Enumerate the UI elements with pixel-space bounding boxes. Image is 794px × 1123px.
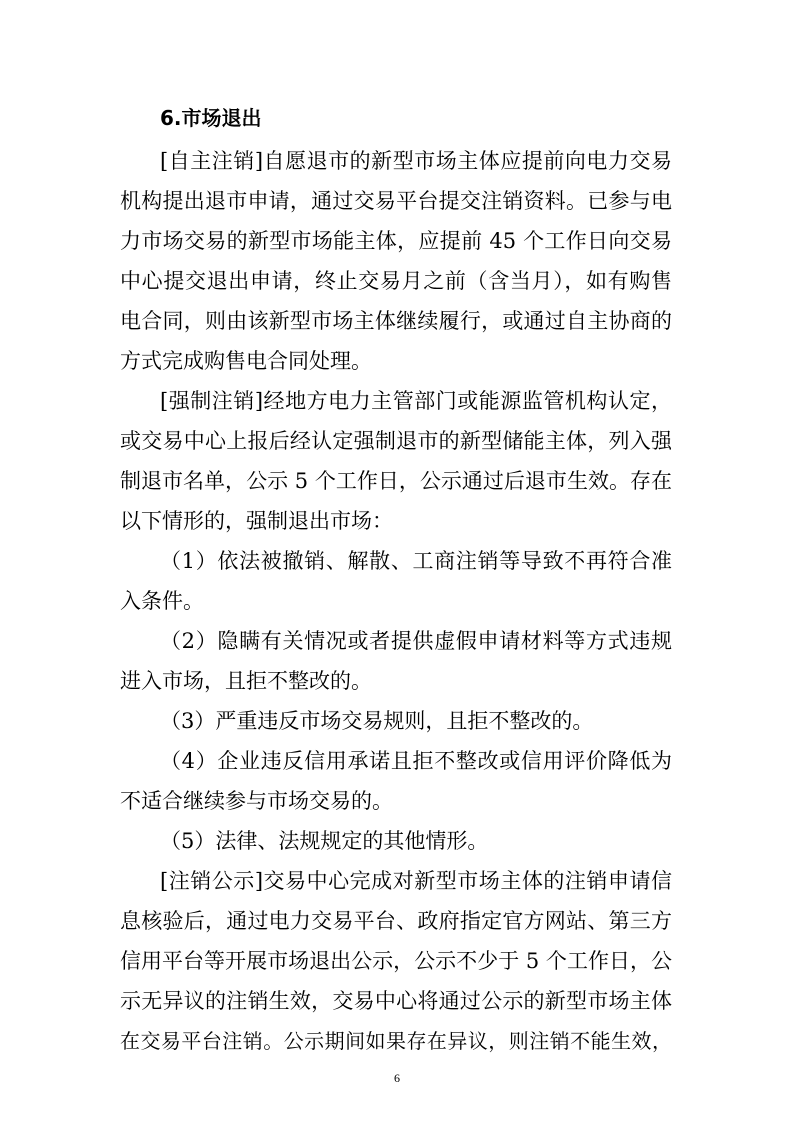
list-item-1-line-2: 入条件。	[120, 589, 204, 613]
para-self-deregistration-line-4: 中心提交退出申请，终止交易月之前（含当月），如有购售	[120, 269, 672, 293]
para-forced-deregistration-line-2: 或交易中心上报后经认定强制退市的新型储能主体，列入强	[120, 429, 672, 453]
list-item-5: （5）法律、法规规定的其他情形。	[160, 829, 489, 853]
list-item-2-line-1: （2）隐瞒有关情况或者提供虚假申请材料等方式违规	[160, 629, 672, 653]
list-item-3: （3）严重违反市场交易规则，且拒不整改的。	[160, 709, 594, 733]
para-forced-deregistration-line-1: [强制注销]经地方电力主管部门或能源监管机构认定，	[160, 389, 672, 413]
para-deregistration-notice-line-2: 息核验后，通过电力交易平台、政府指定官方网站、第三方	[120, 909, 672, 933]
para-deregistration-notice-line-5: 在交易平台注销。公示期间如果存在异议，则注销不能生效，	[120, 1029, 672, 1053]
para-self-deregistration-line-2: 机构提出退市申请，通过交易平台提交注销资料。已参与电	[120, 189, 672, 213]
para-forced-deregistration-line-4: 以下情形的，强制退出市场：	[120, 509, 393, 533]
para-self-deregistration-line-3: 力市场交易的新型市场能主体，应提前 45 个工作日向交易	[120, 229, 672, 253]
list-item-2-line-2: 进入市场，且拒不整改的。	[120, 669, 372, 693]
para-deregistration-notice-line-3: 信用平台等开展市场退出公示，公示不少于 5 个工作日，公	[120, 949, 672, 973]
para-self-deregistration-line-1: [自主注销]自愿退市的新型市场主体应提前向电力交易	[160, 149, 672, 173]
page-number: 6	[394, 1071, 400, 1085]
list-item-4-line-1: （4）企业违反信用承诺且拒不整改或信用评价降低为	[160, 749, 672, 773]
section-heading: 6.市场退出	[160, 106, 262, 130]
list-item-1-line-1: （1）依法被撤销、解散、工商注销等导致不再符合准	[160, 549, 672, 573]
para-deregistration-notice-line-1: [注销公示]交易中心完成对新型市场主体的注销申请信	[160, 869, 672, 893]
para-forced-deregistration-line-3: 制退市名单，公示 5 个工作日，公示通过后退市生效。存在	[120, 469, 672, 493]
para-self-deregistration-line-6: 方式完成购售电合同处理。	[120, 349, 372, 373]
para-self-deregistration-line-5: 电合同，则由该新型市场主体继续履行，或通过自主协商的	[120, 309, 672, 333]
list-item-4-line-2: 不适合继续参与市场交易的。	[120, 789, 393, 813]
para-deregistration-notice-line-4: 示无异议的注销生效，交易中心将通过公示的新型市场主体	[120, 989, 672, 1013]
